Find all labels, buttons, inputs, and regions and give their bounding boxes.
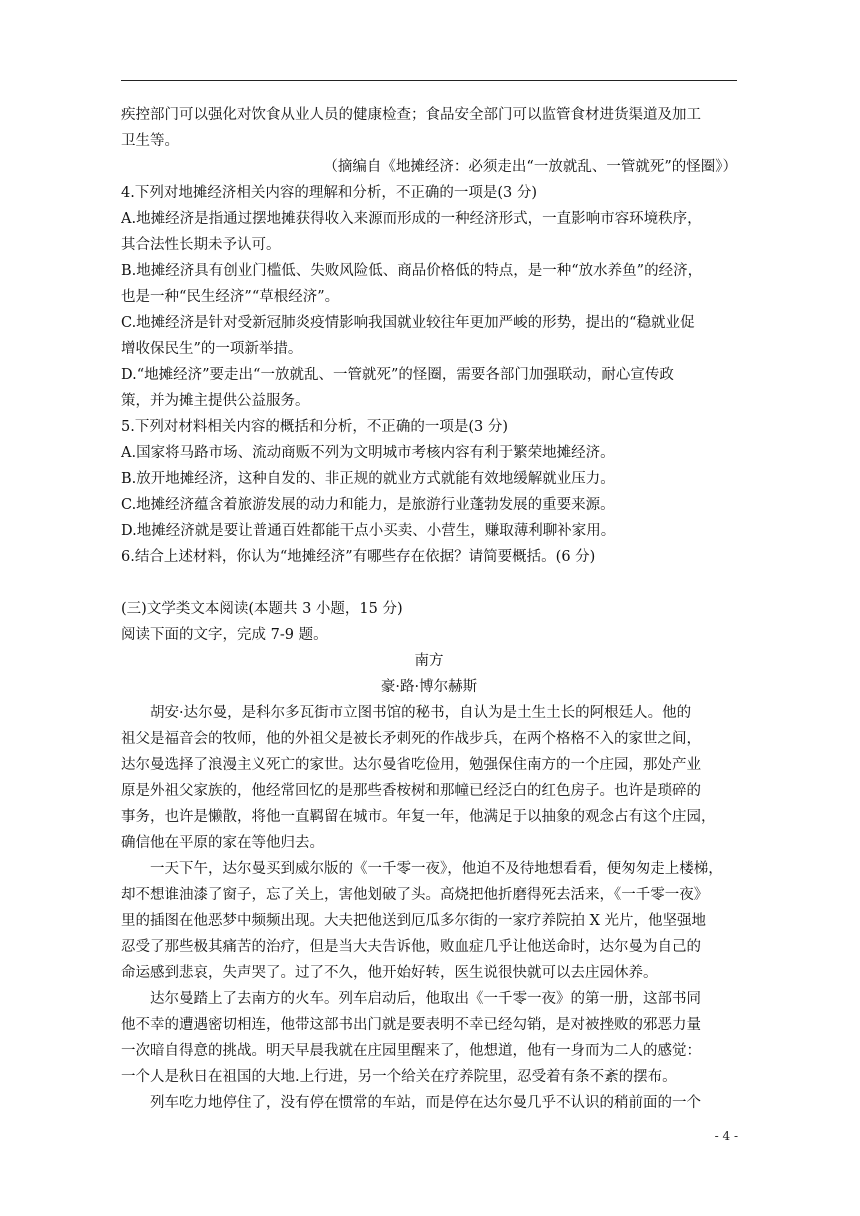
story-text-line: 里的插图在他恶梦中频频出现。大夫把他送到厄瓜多尔街的一家疗养院拍 X 光片，他坚强地 [121,913,707,929]
story-text-line: 胡安·达尔曼，是科尔多瓦街市立图书馆的秘书，自认为是土生土长的阿根廷人。他的 [150,705,692,721]
question-4-stem: 4.下列对地摊经济相关内容的理解和分析，不正确的一项是(3 分) [121,185,537,201]
story-text-line: 却不想谁油漆了窗子，忘了关上，害他划破了头。高烧把他折磨得死去活来，《一千零一夜》 [121,887,709,903]
q4-option-a-line: 其合法性长期未予认可。 [121,237,281,253]
story-text-line: 原是外祖父家族的，他经常回忆的是那些香桉树和那幢已经泛白的红色房子。也许是琐碎的 [121,783,701,799]
q4-option-a-line: A.地摊经济是指通过摆地摊获得收入来源而形成的一种经济形式，一直影响市容环境秩序， [121,211,702,227]
source-citation: （摘编自《地摊经济：必须走出“一放就乱、一管就死”的怪圈》） [323,159,737,175]
story-text-line: 一天下午，达尔曼买到威尔版的《一千零一夜》，他迫不及待地想看看，便匆匆走上楼梯， [150,861,723,877]
story-text-line: 列车吃力地停住了，没有停在惯常的车站，而是停在达尔曼几乎不认识的稍前面的一个 [150,1095,701,1111]
q4-option-d-line: D.“地摊经济”要走出“一放就乱、一管就死”的怪圈，需要各部门加强联动，耐心宣传政 [121,367,674,383]
story-text-line: 事务，也许是懒散，将他一直羁留在城市。年复一年，他满足于以抽象的观念占有这个庄园， [121,809,716,825]
question-5-stem: 5.下列对材料相关内容的概括和分析，不正确的一项是(3 分) [121,419,508,435]
q4-option-b-line: 也是一种“民生经济”“草根经济”。 [121,289,340,305]
header-rule [121,80,737,81]
text-line: 疾控部门可以强化对饮食从业人员的健康检查；食品安全部门可以监管食材进货渠道及加工 [121,107,701,123]
page-number: - 4 - [714,1129,738,1143]
section-heading: (三)文学类文本阅读(本题共 3 小题，15 分) [121,601,403,617]
q4-option-c-line: C.地摊经济是针对受新冠肺炎疫情影响我国就业较往年更加严峻的形势，提出的“稳就业促 [121,315,695,331]
q5-option-c: C.地摊经济蕴含着旅游发展的动力和能力，是旅游行业蓬勃发展的重要来源。 [121,497,615,513]
section-instruction: 阅读下面的文字，完成 7-9 题。 [121,627,328,643]
q5-option-b: B.放开地摊经济，这种自发的、非正规的就业方式就能有效地缓解就业压力。 [121,471,615,487]
story-text-line: 一次暗自得意的挑战。明天早晨我就在庄园里醒来了，他想道，他有一身而为二人的感觉： [121,1043,701,1059]
story-author: 豪·路·博尔赫斯 [380,679,478,695]
q4-option-d-line: 策，并为摊主提供公益服务。 [121,393,310,409]
question-6-stem: 6.结合上述材料，你认为“地摊经济”有哪些存在依据？请简要概括。(6 分) [121,549,596,565]
story-title: 南方 [414,653,444,669]
q5-option-d: D.地摊经济就是要让普通百姓都能干点小买卖、小营生，赚取薄利聊补家用。 [121,523,616,539]
story-text-line: 命运感到悲哀，失声哭了。过了不久，他开始好转，医生说很快就可以去庄园休养。 [121,965,658,981]
story-text-line: 祖父是福音会的牧师，他的外祖父是被长矛刺死的作战步兵，在两个格格不入的家世之间， [121,731,701,747]
story-text-line: 一个人是秋日在祖国的大地.上行进，另一个给关在疗养院里，忍受着有条不紊的摆布。 [121,1069,677,1085]
q5-option-a: A.国家将马路市场、流动商贩不列为文明城市考核内容有利于繁荣地摊经济。 [121,445,615,461]
q4-option-b-line: B.地摊经济具有创业门槛低、失败风险低、商品价格低的特点，是一种“放水养鱼”的经济， [121,263,703,279]
story-text-line: 忍受了那些极其痛苦的治疗，但是当大夫告诉他，败血症几乎让他送命时，达尔曼为自己的 [121,939,701,955]
blank-spacer [121,570,737,596]
story-text-line: 他不幸的遭遇密切相连，他带这部书出门就是要表明不幸已经勾销，是对被挫败的邪恶力量 [121,1017,701,1033]
story-text-line: 确信他在平原的家在等他归去。 [121,835,324,851]
page-content [121,102,737,1116]
story-text-line: 达尔曼选择了浪漫主义死亡的家世。达尔曼省吃俭用，勉强保住南方的一个庄园，那处产业 [121,757,701,773]
text-line: 卫生等。 [121,133,179,149]
story-text-line: 达尔曼踏上了去南方的火车。列车启动后，他取出《一千零一夜》的第一册，这部书同 [150,991,701,1007]
q4-option-c-line: 增收保民生”的一项新举措。 [121,341,303,357]
